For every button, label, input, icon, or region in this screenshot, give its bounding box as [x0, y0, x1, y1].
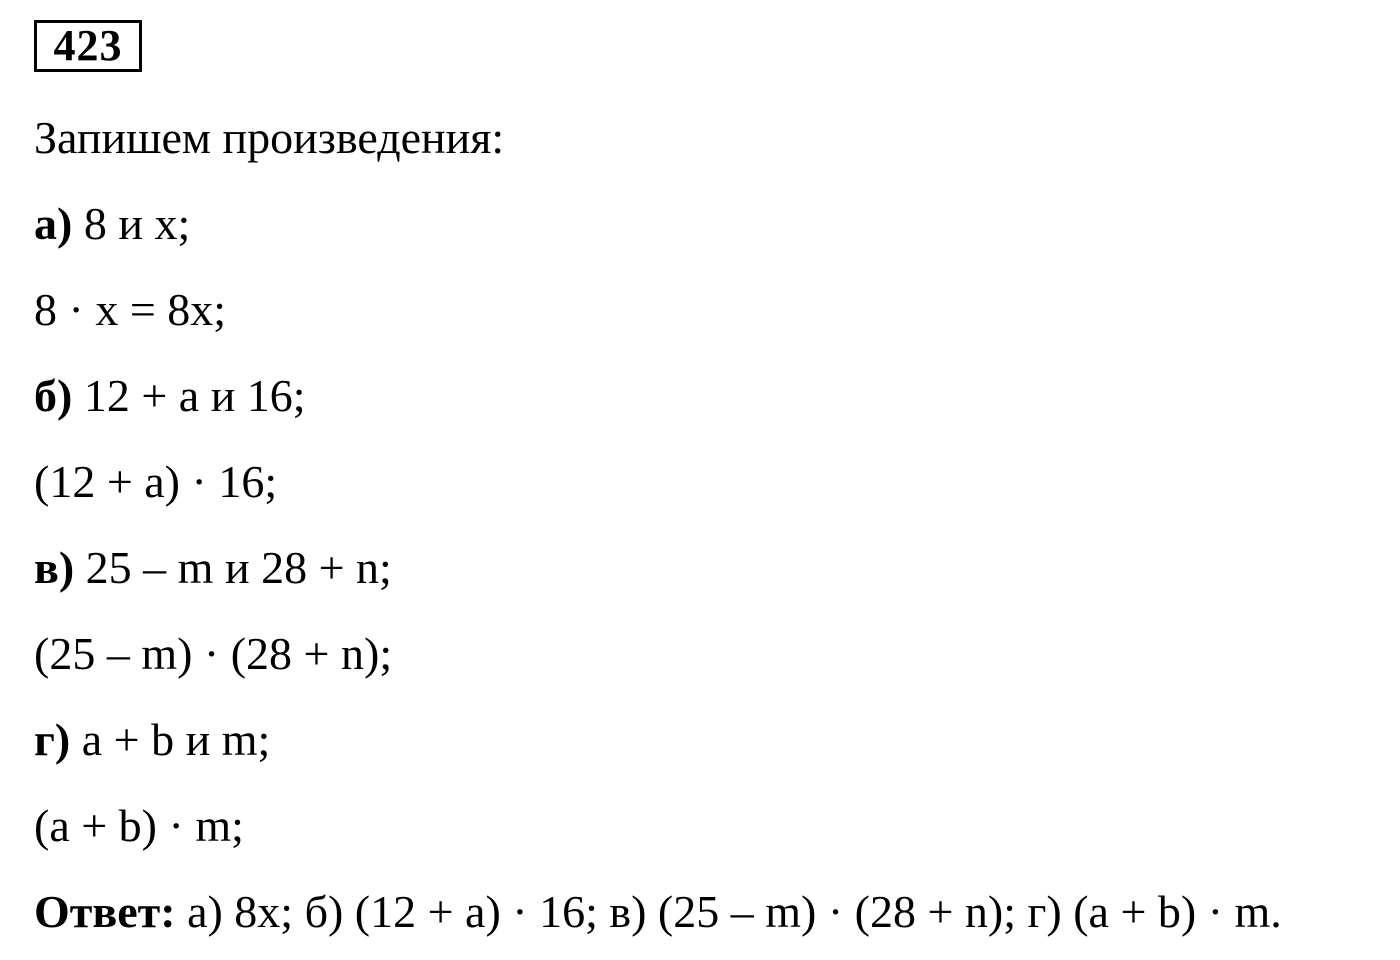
item-b-result: (12 + a) · 16;: [34, 456, 278, 507]
answer-label: Ответ:: [34, 886, 176, 937]
item-v-result: (25 – m) · (28 + n);: [34, 628, 393, 679]
item-v-label: в): [34, 542, 75, 593]
item-b-given: [34, 370, 306, 422]
item-v-given: [34, 542, 392, 594]
answer-line: [34, 886, 1282, 938]
item-g-given-text: a + b и m;: [70, 714, 271, 765]
answer-text: а) 8x; б) (12 + a) · 16; в) (25 – m) · (28 + n); г) (a + b) · m.: [175, 886, 1282, 937]
item-b-given-text: 12 + a и 16;: [72, 370, 306, 421]
item-a-given-text: 8 и x;: [72, 198, 191, 249]
item-a-given: [34, 198, 190, 250]
problem-number-box: 423: [34, 20, 142, 72]
item-g-label: г): [34, 714, 71, 765]
item-g-given: [34, 714, 270, 766]
intro-text: Запишем произведения:: [34, 112, 505, 163]
item-a-label: а): [34, 198, 73, 249]
item-g-result: (a + b) · m;: [34, 800, 244, 851]
item-v-given-text: 25 – m и 28 + n;: [74, 542, 392, 593]
item-a-result: 8 · x = 8x;: [34, 284, 227, 335]
item-b-label: б): [34, 370, 73, 421]
